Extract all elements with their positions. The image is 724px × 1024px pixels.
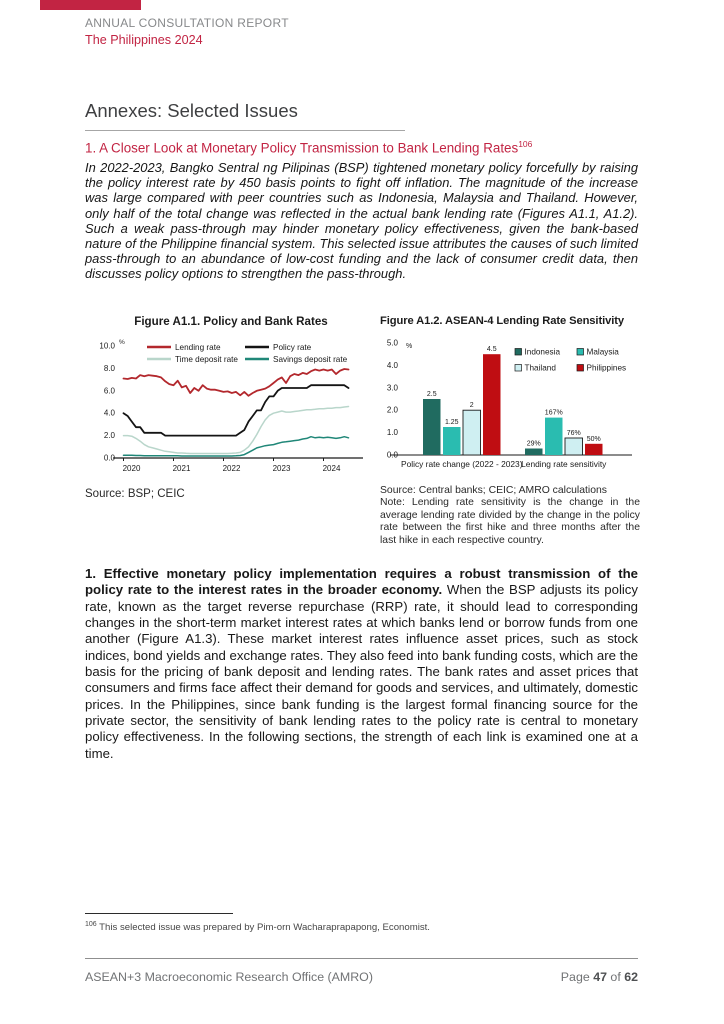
body-rest: When the BSP adjusts its policy rate, known as the target reverse repurchase (RRP) rate, it should lead to corresponding changes in the short-term market interest rates at which banks lend or borrow funds from one another (Figure A1.3). These market interest rates influence asset prices, such as stock indices, bond yields and exchange rates. They also feed into bank funding costs, which are the basis for the pricing of bank deposit and lending rates. The bank rates and asset prices that consumers and firms face affect their demand for goods and services, and ultimately, domestic prices. In the Philippines, since bank funding is the largest formal financing source for the private sector, the sensitivity of bank lending rates to the policy rate is central to monetary policy effectiveness. In the following sections, the strength of each link is examined one at a time. [85, 582, 638, 761]
bar-malaysia-policy-rate-change-2022-2023- [443, 427, 461, 455]
series-lending-rate-line [124, 369, 349, 396]
legend-label-malaysia: Malaysia [586, 347, 619, 357]
figure-a11 [85, 315, 377, 500]
legend-label-philippines: Philippines [586, 363, 627, 373]
bar-value-label: 167% [544, 409, 563, 417]
y-tick-label: 4.0 [386, 360, 398, 370]
x-tick-label: 2021 [172, 464, 191, 473]
body-lead-bold: 1. Effective monetary policy implementation requires a robust transmission of the policy rate to the interest rates in the broader economy. [85, 566, 638, 598]
abstract-paragraph: In 2022-2023, Bangko Sentral ng Pilipinas (BSP) tightened monetary policy forcefully by raising the policy interest rate by 450 basis points to fight off inflation. The magnitude of the increase was large compared with peer countries such as Indonesia, Malaysia and Thailand. However, only half of the total change was reflected in the actual bank lending rate (Figures A1.1, A1.2). Such a weak pass-through may hinder monetary policy effectiveness, given the bank-based nature of the Philippine financial system. This selected issue attributes the causes of such limited pass-through to an abundance of low-cost funding and the lack of consumer credit data, then discusses policy options to strengthen the pass-through. [85, 160, 638, 282]
heading-rule [85, 130, 405, 131]
y-axis-unit-label: % [119, 339, 125, 346]
legend-swatch-indonesia [515, 349, 522, 356]
x-tick-label: 2022 [222, 464, 241, 473]
figure-a12-plot [380, 329, 640, 482]
figure-a11-title: Figure A1.1. Policy and Bank Rates [134, 315, 328, 328]
header-accent-bar [40, 0, 141, 10]
legend-label-indonesia: Indonesia [524, 347, 561, 357]
footnote-rule [85, 913, 233, 914]
footnote-ref: 106 [85, 921, 97, 928]
footer-of-label: of [606, 970, 625, 984]
y-axis-unit-label: % [406, 343, 413, 350]
bar-value-label: 1.25 [444, 419, 459, 426]
bar-value-label: 2.5 [426, 391, 437, 398]
x-tick-label: 2024 [322, 464, 341, 473]
footnote-text: This selected issue was prepared by Pim-orn Wacharaprapapong, Economist. [96, 922, 430, 934]
page-footer [85, 970, 638, 984]
legend-label-lending-rate: Lending rate [175, 343, 221, 352]
section-footnote-ref: 106 [518, 139, 533, 149]
x-tick-label: 2023 [272, 464, 291, 473]
y-tick-label: 1.0 [386, 428, 398, 438]
y-tick-label: 10.0 [99, 341, 115, 351]
y-tick-label: 0.0 [103, 453, 115, 463]
footnote [85, 921, 638, 933]
legend-swatch-thailand [515, 365, 522, 372]
y-tick-label: 3.0 [386, 383, 398, 393]
figure-a12-source: Source: Central banks; CEIC; AMRO calculations [380, 485, 607, 496]
lending-rate-sensitivity-chart-svg [380, 329, 638, 477]
y-tick-label: 5.0 [386, 338, 398, 348]
bar-thailand-policy-rate-change-2022-2023- [463, 410, 481, 455]
body-paragraph [85, 566, 638, 762]
figure-a12-title: Figure A1.2. ASEAN-4 Lending Rate Sensitivity [380, 315, 624, 327]
bar-philippines-policy-rate-change-2022-2023- [483, 354, 501, 455]
y-tick-label: 4.0 [103, 408, 115, 418]
report-title: The Philippines 2024 [85, 33, 203, 47]
bar-value-label: 50% [586, 435, 601, 443]
bar-indonesia-policy-rate-change-2022-2023- [423, 399, 441, 455]
y-tick-label: 2.0 [386, 405, 398, 415]
footer-rule [85, 958, 638, 959]
footer-page-label: Page [560, 970, 594, 984]
figure-a11-source: Source: BSP; CEIC [85, 488, 185, 500]
footer-page-indicator [561, 970, 638, 984]
bar-value-label: 29% [526, 440, 541, 448]
footer-org: ASEAN+3 Macroeconomic Research Office (AMRO) [85, 970, 373, 984]
figure-a12-note: Note: Lending rate sensitivity is the change in the average lending rate divided by the change in the policy rate between the first hike and three months after the last hike in each respective country. [380, 497, 640, 547]
bar-malaysia-lending-rate-sensitivity [545, 418, 563, 455]
bar-value-label: 76% [566, 430, 581, 437]
x-tick-label: 2020 [122, 464, 141, 473]
y-tick-label: 0.0 [386, 450, 398, 460]
y-tick-label: 2.0 [103, 431, 115, 441]
footer-page-current: 47 [593, 970, 607, 984]
report-type: ANNUAL CONSULTATION REPORT [85, 16, 289, 30]
category-label: Lending rate sensitivity [521, 459, 607, 469]
legend-swatch-philippines [577, 365, 584, 372]
category-label: Policy rate change (2022 - 2023) [400, 459, 523, 469]
y-tick-label: 6.0 [103, 386, 115, 396]
legend-label-thailand: Thailand [524, 363, 556, 373]
bar-indonesia-lending-rate-sensitivity [525, 449, 543, 456]
page-header [85, 16, 289, 49]
policy-bank-rates-chart-svg [85, 330, 370, 480]
legend-label-policy-rate: Policy rate [273, 343, 312, 352]
annex-heading: Annexes: Selected Issues [85, 100, 298, 121]
bar-thailand-lending-rate-sensitivity [565, 438, 583, 455]
y-tick-label: 8.0 [103, 363, 115, 373]
series-time-deposit-rate-line [124, 407, 349, 454]
figure-a12 [380, 315, 640, 548]
legend-swatch-malaysia [577, 349, 584, 356]
section-title [85, 139, 532, 155]
bar-value-label: 4.5 [486, 346, 497, 354]
bar-philippines-lending-rate-sensitivity [585, 444, 603, 455]
legend-label-savings-deposit-rate: Savings deposit rate [273, 355, 348, 364]
legend-label-time-deposit-rate: Time deposit rate [175, 355, 238, 364]
footer-page-total: 62 [624, 970, 638, 984]
figure-a11-plot [85, 330, 377, 485]
bar-value-label: 2 [469, 402, 474, 410]
section-title-text: 1. A Closer Look at Monetary Policy Transmission to Bank Lending Rates [85, 140, 519, 156]
